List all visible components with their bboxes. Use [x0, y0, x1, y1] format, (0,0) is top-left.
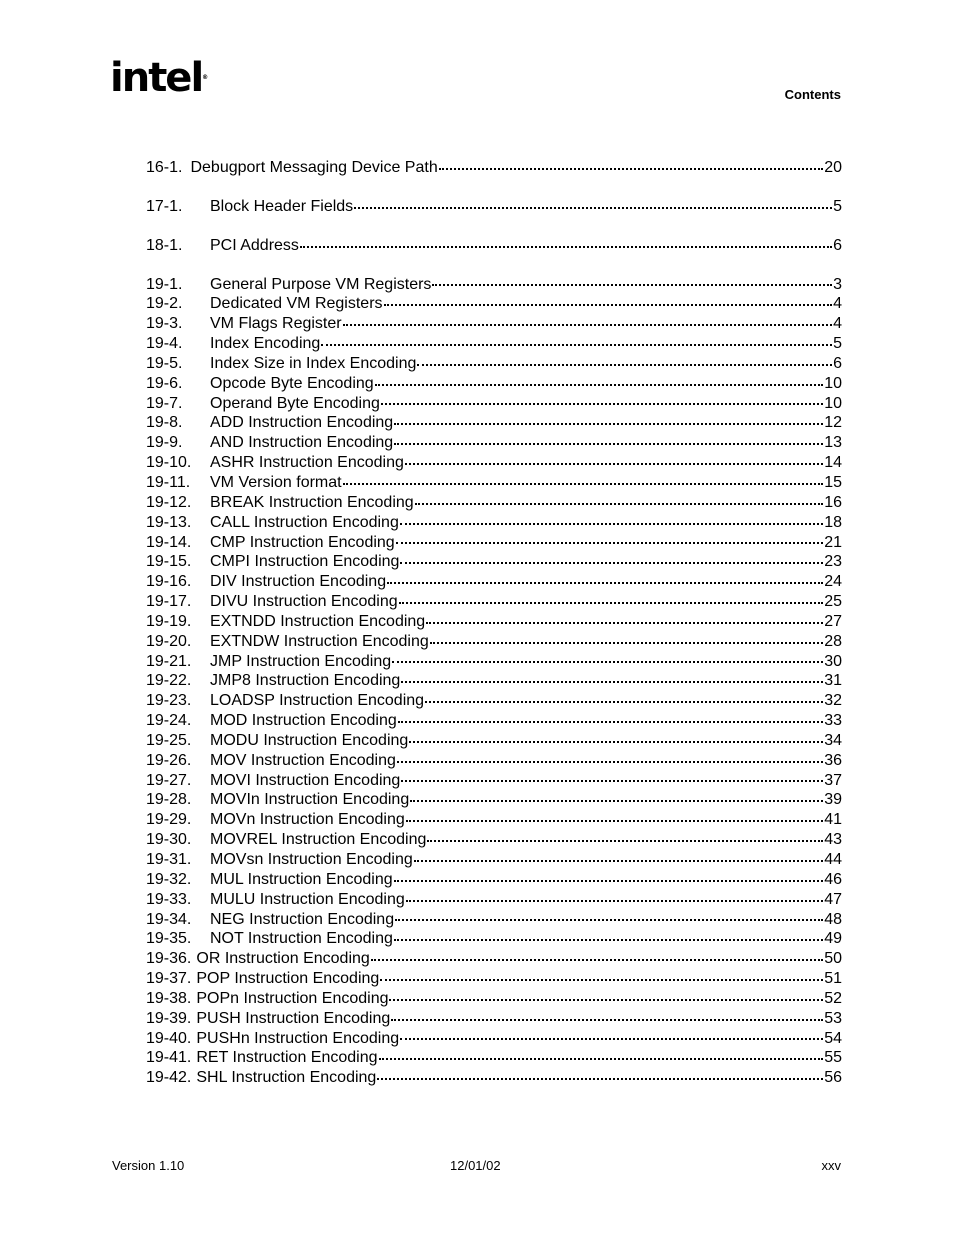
- dot-leader: [394, 442, 823, 445]
- toc-entry[interactable]: [146, 850, 842, 870]
- dot-leader: [321, 343, 832, 346]
- toc-entry[interactable]: [146, 473, 842, 493]
- toc-entry[interactable]: [146, 294, 842, 314]
- figure-number: 19-7.: [146, 394, 183, 412]
- figure-title: NEG Instruction Encoding: [210, 910, 395, 928]
- toc-entry[interactable]: [146, 691, 842, 711]
- dot-leader: [414, 859, 823, 862]
- figure-title: OR Instruction Encoding: [196, 950, 370, 968]
- figure-title: POP Instruction Encoding: [196, 970, 380, 988]
- figure-number: 19-23.: [146, 692, 192, 710]
- figure-title: Operand Byte Encoding: [210, 394, 380, 412]
- figure-number: 19-9.: [146, 434, 183, 452]
- figure-title: Index Size in Index Encoding: [210, 354, 417, 372]
- figure-title: RET Instruction Encoding: [196, 1049, 378, 1067]
- table-of-figures: [146, 158, 842, 1107]
- toc-entry[interactable]: [146, 354, 842, 374]
- figure-title: MOVI Instruction Encoding: [210, 771, 401, 789]
- dot-leader: [400, 522, 823, 525]
- figure-number: 19-26.: [146, 751, 192, 769]
- toc-entry[interactable]: [146, 1048, 842, 1068]
- figure-number: 19-2.: [146, 295, 183, 313]
- dot-leader: [392, 660, 823, 663]
- dot-leader: [391, 1018, 823, 1021]
- dot-leader: [379, 1057, 824, 1060]
- page-number: 41: [824, 811, 842, 829]
- figure-number: 16-1.: [146, 159, 183, 176]
- dot-leader: [380, 978, 823, 981]
- toc-entry[interactable]: [146, 314, 842, 334]
- page-number: 46: [824, 870, 842, 888]
- dot-leader: [343, 323, 833, 326]
- dot-leader: [394, 938, 823, 941]
- page-number: 18: [824, 513, 842, 531]
- figure-title: PCI Address: [210, 236, 299, 254]
- page-number: 56: [824, 1069, 842, 1087]
- toc-entry[interactable]: [146, 989, 842, 1009]
- page-number: 25: [824, 593, 842, 611]
- figure-number: 19-20.: [146, 632, 192, 650]
- figure-title: PUSH Instruction Encoding: [196, 1009, 391, 1027]
- figure-number: 19-31.: [146, 851, 192, 868]
- toc-entry[interactable]: [146, 334, 842, 354]
- dot-leader: [401, 779, 823, 782]
- toc-entry[interactable]: [146, 731, 842, 751]
- dot-leader: [389, 998, 823, 1001]
- figure-number: 19-34.: [146, 910, 192, 928]
- toc-entry[interactable]: [146, 197, 842, 217]
- page-number: 20: [824, 159, 842, 176]
- page-number: 23: [824, 553, 842, 571]
- page-number: 49: [824, 930, 842, 948]
- dot-leader: [426, 621, 823, 624]
- figure-number: 19-16.: [146, 573, 192, 591]
- dot-leader: [400, 1037, 823, 1040]
- page-number: 54: [824, 1029, 842, 1047]
- figure-number: 19-30.: [146, 831, 192, 849]
- toc-entry[interactable]: [146, 533, 842, 553]
- dot-leader: [400, 561, 823, 564]
- figure-number: 19-25.: [146, 731, 192, 749]
- dot-leader: [396, 541, 824, 544]
- figure-number: 19-22.: [146, 672, 192, 690]
- figure-number: 19-11.: [146, 473, 191, 491]
- toc-entry[interactable]: [146, 771, 842, 791]
- figure-title: ADD Instruction Encoding: [210, 414, 394, 432]
- toc-group: [146, 158, 842, 178]
- page-number: 15: [824, 473, 842, 491]
- toc-entry[interactable]: [146, 374, 842, 394]
- toc-entry[interactable]: [146, 870, 842, 890]
- figure-title: Debugport Messaging Device Path: [190, 159, 438, 176]
- page-number: 3: [833, 275, 842, 293]
- dot-leader: [427, 839, 823, 842]
- figure-title: JMP Instruction Encoding: [210, 652, 392, 670]
- dot-leader: [371, 958, 823, 961]
- dot-leader: [406, 819, 823, 822]
- figure-number: 19-14.: [146, 533, 192, 551]
- figure-title: Dedicated VM Registers: [210, 295, 383, 313]
- footer-version: Version 1.10: [112, 1158, 185, 1173]
- footer-date: 12/01/02: [450, 1158, 501, 1173]
- figure-title: Opcode Byte Encoding: [210, 374, 374, 392]
- figure-title: MOV Instruction Encoding: [210, 751, 396, 769]
- figure-title: Block Header Fields: [210, 197, 354, 215]
- figure-number: 18-1.: [146, 236, 183, 254]
- page-number: 16: [824, 493, 842, 511]
- figure-number: 19-3.: [146, 315, 183, 333]
- dot-leader: [432, 283, 832, 286]
- figure-title: CALL Instruction Encoding: [210, 513, 399, 531]
- figure-title: PUSHn Instruction Encoding: [196, 1029, 400, 1047]
- dot-leader: [397, 760, 823, 763]
- toc-entry[interactable]: [146, 810, 842, 830]
- toc-group: [146, 197, 842, 217]
- page-number: 33: [824, 712, 842, 730]
- toc-group: [146, 275, 842, 1089]
- page-number: 55: [824, 1049, 842, 1067]
- dot-leader: [401, 680, 823, 683]
- page-number: 6: [833, 236, 842, 254]
- toc-entry[interactable]: [146, 671, 842, 691]
- figure-title: MUL Instruction Encoding: [210, 870, 393, 888]
- page-number: 50: [824, 950, 842, 968]
- figure-number: 19-38.: [146, 989, 192, 1007]
- figure-number: 19-37.: [146, 970, 192, 988]
- page-number: 39: [824, 791, 842, 809]
- dot-leader: [415, 502, 824, 505]
- toc-entry[interactable]: [146, 1068, 842, 1088]
- figure-title: JMP8 Instruction Encoding: [210, 672, 401, 690]
- figure-number: 19-17.: [146, 593, 192, 611]
- figure-number: 19-4.: [146, 335, 183, 353]
- page-number: 30: [824, 652, 842, 670]
- page-number: 48: [824, 910, 842, 928]
- figure-number: 19-13.: [146, 513, 192, 531]
- figure-number: 19-10.: [146, 454, 192, 472]
- page-number: 4: [833, 295, 842, 313]
- toc-entry[interactable]: [146, 394, 842, 414]
- figure-number: 19-27.: [146, 771, 192, 789]
- figure-title: EXTNDD Instruction Encoding: [210, 612, 426, 630]
- toc-entry[interactable]: [146, 433, 842, 453]
- figure-number: 19-35.: [146, 930, 192, 948]
- page-number: 53: [824, 1009, 842, 1027]
- dot-leader: [394, 422, 823, 425]
- page-number: 34: [824, 731, 842, 749]
- figure-number: 19-1.: [146, 275, 183, 293]
- figure-title: AND Instruction Encoding: [210, 434, 394, 452]
- figure-title: DIVU Instruction Encoding: [210, 593, 398, 611]
- dot-leader: [439, 167, 823, 170]
- toc-entry[interactable]: [146, 453, 842, 473]
- figure-title: LOADSP Instruction Encoding: [210, 692, 425, 710]
- page-number: 28: [824, 632, 842, 650]
- page-number: 31: [824, 672, 842, 690]
- toc-entry[interactable]: [146, 711, 842, 731]
- toc-entry[interactable]: [146, 652, 842, 672]
- page-number: 5: [833, 197, 842, 215]
- page-number: 24: [824, 573, 842, 591]
- dot-leader: [377, 1077, 823, 1080]
- page-number: 27: [824, 612, 842, 630]
- dot-leader: [394, 879, 824, 882]
- figure-number: 19-15.: [146, 553, 192, 571]
- toc-entry[interactable]: [146, 612, 842, 632]
- figure-number: 19-12.: [146, 493, 192, 511]
- figure-title: EXTNDW Instruction Encoding: [210, 632, 429, 650]
- page-number: 13: [824, 434, 842, 452]
- dot-leader: [410, 799, 823, 802]
- figure-title: NOT Instruction Encoding: [210, 930, 393, 948]
- figure-title: MOVIn Instruction Encoding: [210, 791, 410, 809]
- toc-entry[interactable]: [146, 751, 842, 771]
- figure-title: POPn Instruction Encoding: [196, 989, 389, 1007]
- figure-number: 19-28.: [146, 791, 192, 809]
- figure-title: MODU Instruction Encoding: [210, 731, 409, 749]
- dot-leader: [398, 720, 823, 723]
- figure-number: 19-33.: [146, 890, 192, 908]
- header-title: Contents: [784, 87, 841, 102]
- figure-title: CMPI Instruction Encoding: [210, 553, 400, 571]
- figure-title: VM Flags Register: [210, 315, 342, 333]
- page-number: 43: [824, 831, 842, 849]
- toc-entry[interactable]: [146, 1029, 842, 1049]
- dot-leader: [417, 363, 832, 366]
- page-number: 4: [833, 315, 842, 333]
- figure-title: DIV Instruction Encoding: [210, 573, 387, 591]
- page-number: 44: [824, 851, 842, 868]
- dot-leader: [381, 402, 823, 405]
- toc-entry[interactable]: [146, 158, 842, 178]
- toc-entry[interactable]: [146, 592, 842, 612]
- figure-number: 19-8.: [146, 414, 183, 432]
- page-number: 5: [833, 335, 842, 353]
- dot-leader: [384, 303, 833, 306]
- page-number: 21: [824, 533, 842, 551]
- toc-entry[interactable]: [146, 929, 842, 949]
- toc-entry[interactable]: [146, 236, 842, 256]
- toc-entry[interactable]: [146, 413, 842, 433]
- dot-leader: [405, 462, 823, 465]
- figure-number: 19-42.: [146, 1069, 192, 1087]
- figure-title: MOVREL Instruction Encoding: [210, 831, 427, 849]
- page-number: 47: [824, 890, 842, 908]
- toc-entry[interactable]: [146, 632, 842, 652]
- toc-entry[interactable]: [146, 830, 842, 850]
- figure-title: SHL Instruction Encoding: [196, 1069, 377, 1087]
- page-number: 32: [824, 692, 842, 710]
- toc-entry[interactable]: [146, 513, 842, 533]
- page-number: 10: [824, 374, 842, 392]
- figure-number: 19-19.: [146, 612, 192, 630]
- toc-entry[interactable]: [146, 910, 842, 930]
- figure-title: MOVn Instruction Encoding: [210, 811, 405, 829]
- figure-number: 19-24.: [146, 712, 192, 730]
- dot-leader: [395, 918, 823, 921]
- toc-entry[interactable]: [146, 572, 842, 592]
- dot-leader: [300, 245, 832, 248]
- figure-number: 19-32.: [146, 870, 192, 888]
- figure-title: MULU Instruction Encoding: [210, 890, 405, 908]
- dot-leader: [430, 641, 823, 644]
- figure-title: MOD Instruction Encoding: [210, 712, 397, 730]
- page-number: 36: [824, 751, 842, 769]
- toc-entry[interactable]: [146, 949, 842, 969]
- figure-title: BREAK Instruction Encoding: [210, 493, 414, 511]
- dot-leader: [409, 740, 823, 743]
- toc-entry[interactable]: [146, 890, 842, 910]
- page-number: 14: [824, 454, 842, 472]
- figure-title: ASHR Instruction Encoding: [210, 454, 404, 472]
- dot-leader: [375, 383, 824, 386]
- page-number: 51: [824, 970, 842, 988]
- figure-title: General Purpose VM Registers: [210, 275, 432, 293]
- figure-number: 19-39.: [146, 1009, 192, 1027]
- dot-leader: [406, 899, 823, 902]
- figure-number: 19-21.: [146, 652, 192, 670]
- figure-number: 17-1.: [146, 197, 183, 215]
- dot-leader: [387, 581, 823, 584]
- toc-entry[interactable]: [146, 493, 842, 513]
- page-number: 52: [824, 989, 842, 1007]
- figure-title: Index Encoding: [210, 335, 321, 353]
- figure-number: 19-36.: [146, 950, 192, 968]
- toc-entry[interactable]: [146, 275, 842, 295]
- page-number: 10: [824, 394, 842, 412]
- page-number: 6: [833, 354, 842, 372]
- figure-title: CMP Instruction Encoding: [210, 533, 395, 551]
- page-number: 37: [824, 771, 842, 789]
- toc-entry[interactable]: [146, 790, 842, 810]
- page-number: 12: [824, 414, 842, 432]
- figure-title: MOVsn Instruction Encoding: [210, 851, 413, 868]
- toc-entry[interactable]: [146, 1009, 842, 1029]
- intel-logo: intel®: [110, 55, 209, 101]
- figure-title: VM Version format: [210, 473, 342, 491]
- dot-leader: [354, 206, 832, 209]
- figure-number: 19-41.: [146, 1049, 192, 1067]
- dot-leader: [399, 601, 824, 604]
- toc-entry[interactable]: [146, 969, 842, 989]
- figure-number: 19-40.: [146, 1029, 192, 1047]
- figure-number: 19-5.: [146, 354, 183, 372]
- toc-group: [146, 236, 842, 256]
- dot-leader: [425, 700, 823, 703]
- dot-leader: [343, 482, 824, 485]
- footer-page-number: xxv: [821, 1158, 841, 1173]
- toc-entry[interactable]: [146, 552, 842, 572]
- figure-number: 19-29.: [146, 811, 192, 829]
- figure-number: 19-6.: [146, 374, 183, 392]
